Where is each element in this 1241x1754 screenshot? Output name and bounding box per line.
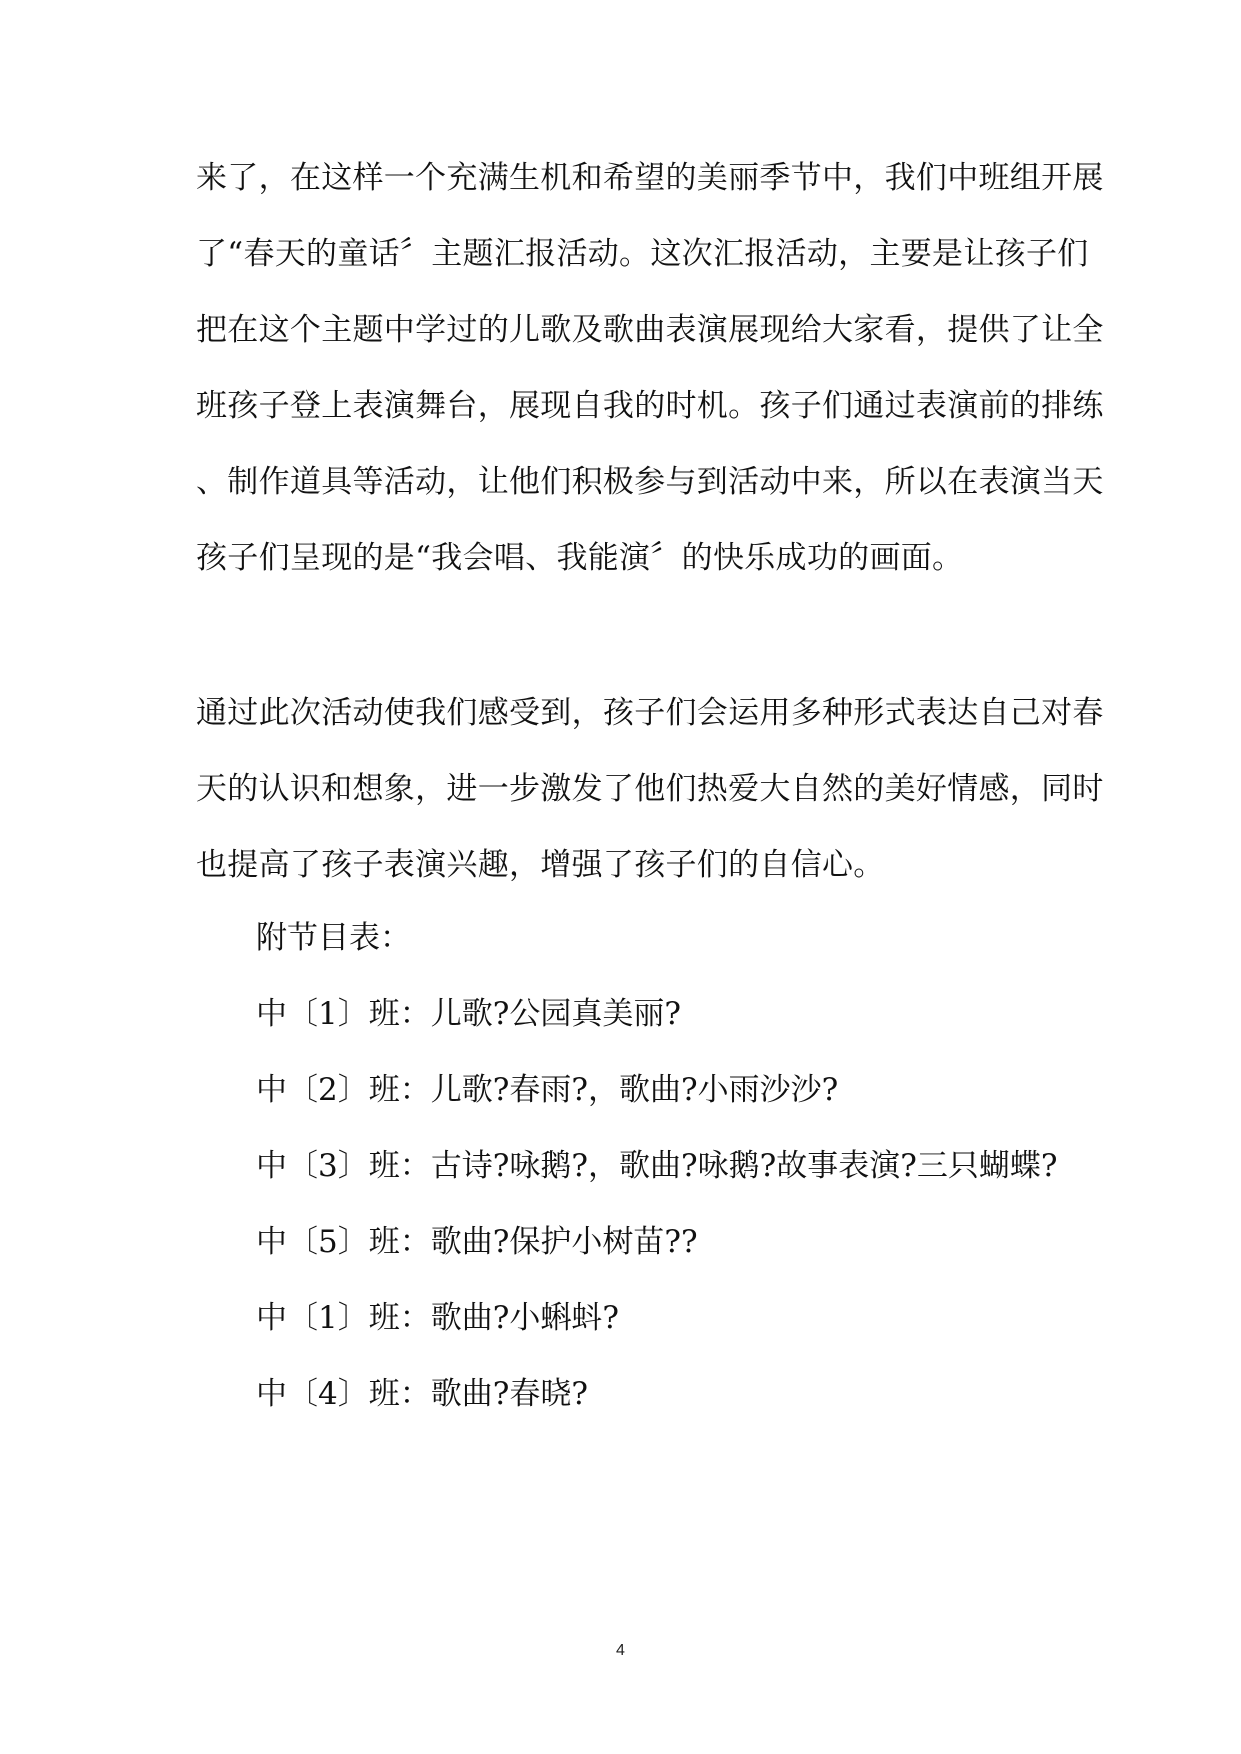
program-item: 中〔4〕班：歌曲?春晓? — [256, 1376, 588, 1412]
paragraph-activity-summary — [196, 140, 1104, 596]
text-line: 天的认识和想象，进一步激发了他们热爱大自然的美好情感，同时 — [196, 771, 1104, 807]
program-item: 中〔3〕班：古诗?咏鹅?，歌曲?咏鹅?故事表演?三只蝴蝶? — [256, 1148, 1058, 1184]
text-line: 来了，在这样一个充满生机和希望的美丽季节中，我们中班组开展 — [196, 160, 1104, 196]
text-line: 、制作道具等活动，让他们积极参与到活动中来，所以在表演当天 — [196, 464, 1104, 500]
program-item: 中〔2〕班：儿歌?春雨?，歌曲?小雨沙沙? — [256, 1072, 839, 1108]
program-heading: 附节目表： — [256, 920, 411, 956]
program-item: 中〔1〕班：歌曲?小蝌蚪? — [256, 1300, 619, 1336]
page-number: 4 — [616, 1642, 625, 1659]
text-line: 通过此次活动使我们感受到，孩子们会运用多种形式表达自己对春 — [196, 695, 1104, 731]
text-line: 了“春天的童话〞主题汇报活动。这次汇报活动，主要是让孩子们 — [196, 236, 1089, 272]
text-line: 孩子们呈现的是“我会唱、我能演〞的快乐成功的画面。 — [196, 540, 964, 576]
program-item: 中〔5〕班：歌曲?保护小树苗?? — [256, 1224, 698, 1260]
text-line: 把在这个主题中学过的儿歌及歌曲表演展现给大家看，提供了让全 — [196, 312, 1104, 348]
program-item: 中〔1〕班：儿歌?公园真美丽? — [256, 996, 681, 1032]
text-line: 班孩子登上表演舞台，展现自我的时机。孩子们通过表演前的排练 — [196, 388, 1104, 424]
text-line: 也提高了孩子表演兴趣，增强了孩子们的自信心。 — [196, 847, 885, 883]
program-list — [256, 900, 1057, 1432]
paragraph-reflection — [196, 675, 1104, 903]
